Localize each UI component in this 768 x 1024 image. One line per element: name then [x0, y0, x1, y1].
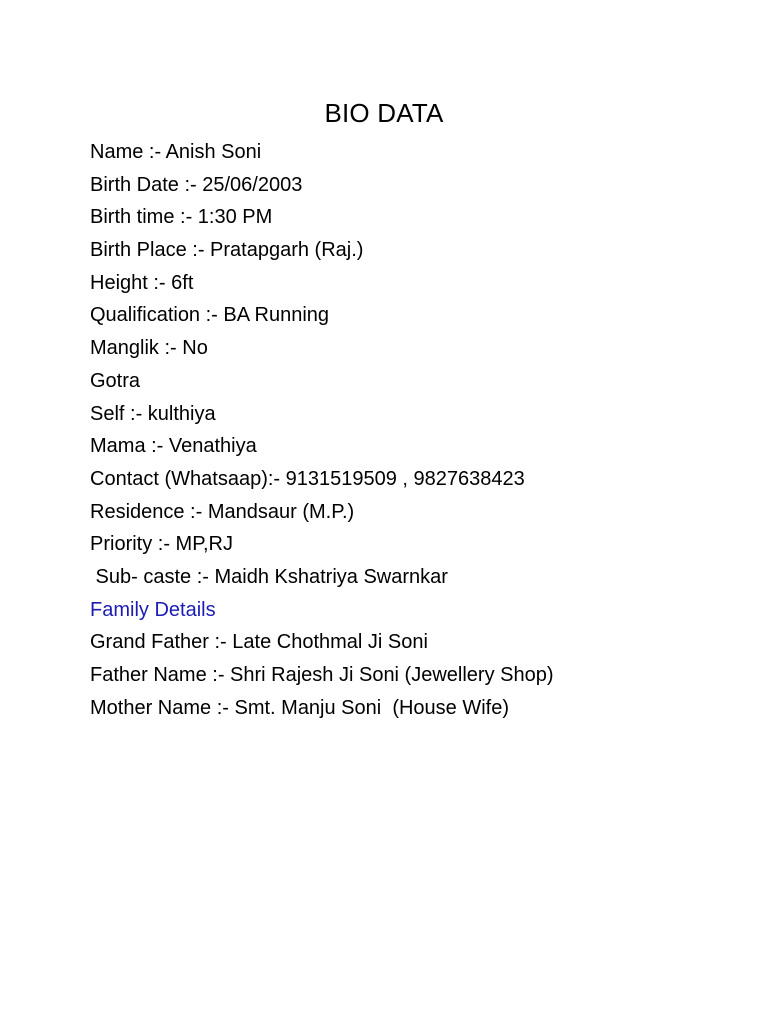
gotra-heading: Gotra — [90, 369, 141, 392]
self-gotra-line: Self :- kulthiya — [90, 402, 216, 425]
birth-time-line: Birth time :- 1:30 PM — [90, 206, 273, 229]
qualification-line: Qualification :- BA Running — [90, 304, 330, 327]
grand-father-line: Grand Father :- Late Chothmal Ji Soni — [90, 631, 428, 654]
sub-caste-line: Sub- caste :- Maidh Kshatriya Swarnkar — [90, 565, 448, 588]
name-line: Name :- Anish Soni — [90, 141, 262, 163]
height-line: Height :- 6ft — [90, 271, 194, 294]
residence-line: Residence :- Mandsaur (M.P.) — [90, 500, 355, 523]
father-name-line: Father Name :- Shri Rajesh Ji Soni (Jewellery Shop) — [90, 664, 554, 686]
mama-gotra-line: Mama :- Venathiya — [90, 435, 257, 458]
mother-name-line: Mother Name :- Smt. Manju Soni (House Wife) — [90, 696, 510, 719]
document-title: BIO DATA — [324, 98, 444, 128]
biodata-lines — [90, 136, 750, 724]
manglik-line: Manglik :- No — [90, 337, 208, 360]
birth-date-line: Birth Date :- 25/06/2003 — [90, 173, 303, 196]
family-details-heading: Family Details — [90, 598, 216, 621]
contact-line: Contact (Whatsaap):- 9131519509 , 9827638423 — [90, 467, 525, 490]
birth-place-line: Birth Place :- Pratapgarh (Raj.) — [90, 239, 364, 262]
priority-line: Priority :- MP,RJ — [90, 533, 233, 556]
